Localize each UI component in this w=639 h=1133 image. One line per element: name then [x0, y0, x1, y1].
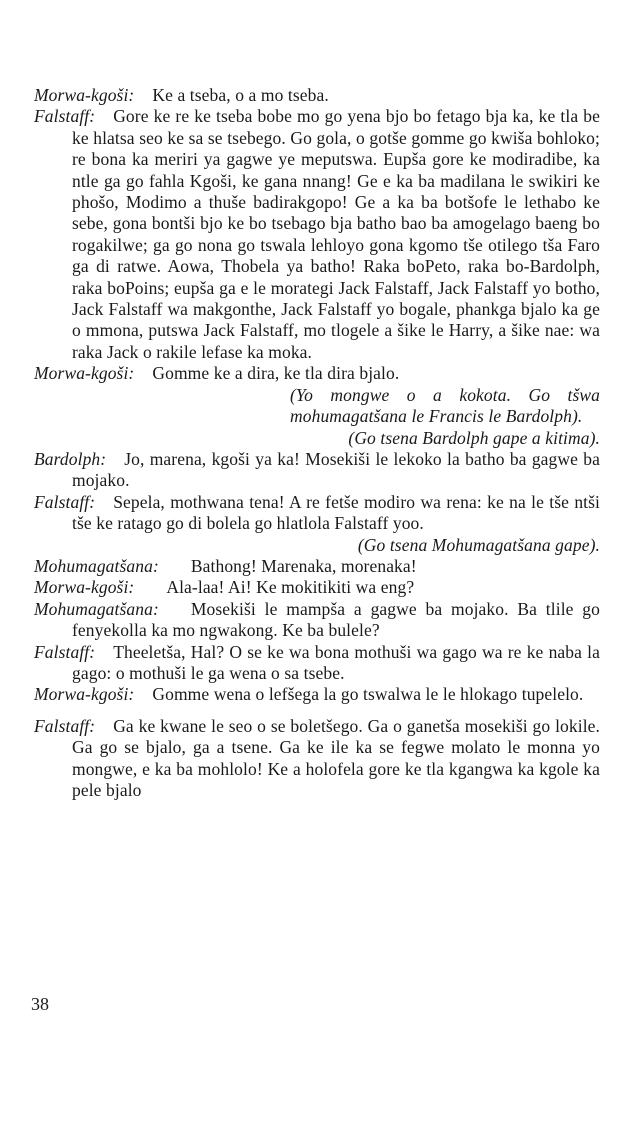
line-text: Gomme ke a dira, ke tla dira bjalo.: [152, 363, 400, 384]
line-text: Mosekiši le mampša a gagwe ba mojako. Ba tlile go fenyekolla ka mo ngwakong. Ke ba bulele?: [72, 598, 600, 641]
dialogue-line: [34, 716, 600, 802]
speaker-name: Falstaff:: [34, 106, 96, 127]
dialogue-line: [34, 577, 600, 598]
dialogue-line: [34, 449, 600, 492]
speaker-name: Falstaff:: [34, 491, 96, 512]
line-text: Gomme wena o lefšega la go tswalwa le le hlokago tupelelo.: [152, 684, 584, 705]
line-text: Jo, marena, kgoši ya ka! Mosekiši le lekoko la batho ba gagwe ba mojako.: [72, 448, 600, 491]
line-text: Ala-laa! Ai! Ke mokitikiti wa eng?: [166, 577, 415, 598]
speaker-name: Morwa-kgoši:: [34, 85, 135, 105]
dialogue-line: [34, 599, 600, 642]
line-text: Ga ke kwane le seo o se boletšego. Ga o ganetša mosekiši go lokile. Ga go se bjalo, ga a tsene. Ga ke ile ka se fegwe molato le monna yo mongwe, e ka ba mohlolo! Ke a holofela gore ke tla kgangwa ka kgole ka pele bjalo: [72, 715, 600, 800]
line-text: Sepela, mothwana tena! A re fetše modiro wa rena: ke na le tše ntši tše ke ratago go di bolela go hlatlola Falstaff yoo.: [72, 491, 600, 534]
speaker-name: Mohumagatšana:: [34, 555, 159, 576]
dialogue-line: [34, 85, 600, 106]
dialogue-line: [34, 363, 600, 384]
dialogue-line: [34, 556, 600, 577]
speaker-name: Bardolph:: [34, 448, 107, 469]
stage-direction: (Go tsena Mohumagatšana gape).: [357, 534, 600, 555]
line-text: Theeletša, Hal? O se ke wa bona mothuši wa gago wa re ke naba la gago: o mothuši le ga wena o sa tsebe.: [72, 641, 600, 683]
speaker-name: Morwa-kgoši:: [34, 363, 135, 384]
dialogue-line: [34, 684, 600, 705]
dialogue-line: [34, 106, 600, 363]
page-number: 38: [31, 994, 49, 1014]
speaker-name: Falstaff:: [34, 715, 96, 736]
stage-direction: (Yo mongwe o a kokota. Go tšwa mohumagatšana le Francis le Bardolph).: [290, 384, 600, 427]
line-text: Bathong! Marenaka, morenaka!: [190, 555, 417, 576]
speaker-name: Morwa-kgoši:: [34, 577, 135, 598]
line-text: Gore ke re ke tseba bobe mo go yena bjo bo fetago bja ka, ke tla be ke hlatsa seo ke sa se tsebego. Go gola, o gotše gomme go kwiša bohloko; re bona ka meriri ya gagwe ye meputswa. Eupša gore ke modiradibe, ka ntle ga go fahla Kgoši, ke gana nnang! Ge e ka ba madilana le swikiri ke phošo, Modimo a thuše badirakgopo! Ge a ka ba botšofe le lethabo ke sebe, gona bontši bjo ke bo tsebago bja batho bao ba amogelago baeng bo rogakilwe; ga go nona go tswala lehloyo gona kgomo tše otilego tša Faro ga di ratwe. Aowa, Thobela ya batho! Raka boPeto, raka bo-Bardolph, raka boPoins; eupša ga e le morategi Jack Falstaff, Jack Falstaff yo botho, Jack Falstaff wa makgonthe, Jack Falstaff yo bogale, phankga bjalo ka ge o mmona, putswa Jack Falstaff, mo tlogele a šike le Harry, a šike nae: wa raka Jack o rakile lefase ka moka.: [72, 106, 600, 362]
line-text: Ke a tseba, o a mo tseba.: [152, 85, 329, 105]
speaker-name: Morwa-kgoši:: [34, 684, 135, 705]
stage-direction: (Go tsena Bardolph gape a kitima).: [348, 427, 600, 448]
dialogue-text: [34, 85, 600, 801]
speaker-name: Mohumagatšana:: [34, 598, 159, 619]
speaker-name: Falstaff:: [34, 641, 96, 662]
dialogue-line: [34, 492, 600, 535]
dialogue-line: [34, 642, 600, 685]
